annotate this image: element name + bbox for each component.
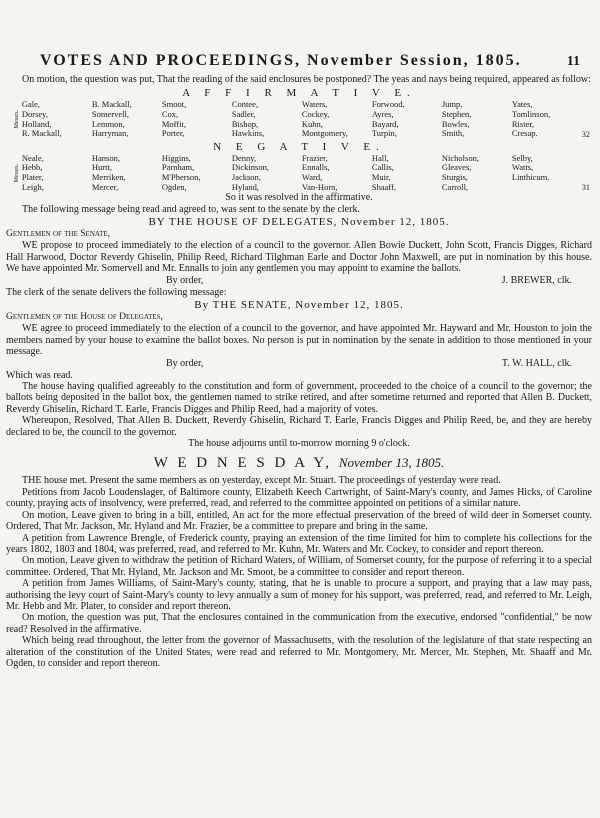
negative-member: Sturgis, — [441, 171, 468, 182]
negative-member: Hall, — [371, 152, 389, 163]
message1-body: WE propose to proceed immediately to the election of a council to the governor. Allen Bowie Duckett, John Scott, Francis Digges, Richard Hall Harwood, Doctor Reverdy Ghiselin, Philip Reed, Richard Tilghman Earle and Doctor John Maxwell, are put in nomination by this house. We have appointed Mr. Somervell and Mr. Ennalls to join any gentlemen you may appoint to examine the ballots. — [6, 240, 592, 275]
proceeding-paragraph: Petitions from Jacob Loudenslager, of Baltimore county, Elizabeth Keech Cartwright, of Saint-Mary's county, and James Hicks, of Caroline county, praying acts of insolvency, were preferred, read, and referred to the committee appointed on petitions of a similar nature. — [6, 486, 592, 510]
negative-member: Denny, — [231, 152, 257, 163]
message2-intro: The clerk of the senate delivers the following message: — [6, 286, 227, 298]
affirmative-member: Porter, — [161, 128, 185, 139]
message2-body: WE agree to proceed immediately to the election of a council to the governor, and have appointed Mr. Hayward and Mr. Houston to join the members named by your house to examine the ballot boxes. No person is put in nomination by the senate in addition to those mentioned in your message. — [6, 323, 592, 358]
affirmative-member: Cockey, — [301, 109, 330, 119]
negative-member: Linthicum. — [511, 171, 550, 182]
negative-member: Neale, — [21, 152, 44, 163]
affirmative-column — [22, 100, 92, 138]
proceeding-paragraph: On motion, Leave given to bring in a bill, entitled, An act for the more effectual preservation of the breed of wild deer in Somerset county. Ordered, That Mr. Jackson, Mr. Hyland and Mr. Frazier, be a committee to prepare and bring in the same. — [6, 509, 592, 533]
negative-member: Hyland, — [231, 181, 260, 192]
proceeding-paragraph: A petition from Lawrence Brengle, of Frederick county, praying an extension of the time limited for him to complete his collections for the years 1802, 1803 and 1804, was preferred, read, and referred to Mr. Kuhn, Mr. Waters and Mr. Cockey, to consider and report thereon. — [6, 532, 592, 555]
negative-member: Hurtt, — [91, 162, 112, 173]
message1-salutation: Gentlemen of the Senate, — [6, 228, 111, 239]
vote-motion: On motion, the question was put, That the reading of the said enclosures be postponed? The yeas and nays being required, appeared as follow: — [22, 74, 591, 85]
affirmative-member: Bishop, — [231, 118, 259, 129]
affirmative-list — [14, 100, 592, 138]
negative-member: Mercer, — [91, 181, 119, 192]
election-paragraph: The house having qualified agreeably to the constitution and form of government, proceeded to the choice of a council to the governor; the ballots being deposited in the ballot box, the gentlemen named to strike retired, and after sometime returned and reported that Allen B. Duckett, Reverdy Ghiselin, Richard T. Earle, Francis Digges and Philip Reed, had a majority of votes. — [6, 381, 592, 415]
negative-member: Ennalls, — [301, 162, 330, 173]
day-name: W E D N E S D A Y, — [153, 455, 333, 472]
negative-member: Dickinson, — [231, 162, 269, 173]
negative-column — [232, 154, 302, 192]
negative-member — [512, 183, 582, 193]
affirmative-side-label: Messrs. — [14, 110, 20, 129]
negative-member: Nicholson, — [441, 152, 479, 163]
affirmative-member: Harryman, — [91, 128, 129, 139]
affirmative-member: Tomlinson, — [511, 109, 551, 119]
affirmative-member: Moffit, — [161, 118, 187, 129]
affirmative-member: Hawkins, — [231, 128, 265, 139]
affirmative-columns — [22, 100, 582, 138]
negative-member: Frazier, — [301, 152, 328, 163]
affirmative-member: Somervell, — [91, 109, 129, 119]
affirmative-column — [512, 100, 582, 138]
negative-member: Jackson, — [231, 171, 261, 182]
affirmative-member: Gale, — [21, 99, 41, 110]
affirmative-member: B. Mackall, — [91, 99, 132, 110]
affirmative-member: Waters, — [301, 99, 328, 110]
proceedings — [6, 475, 592, 669]
negative-member: Callis, — [371, 162, 394, 173]
affirmative-column — [162, 100, 232, 138]
proceeding-paragraph: On motion, Leave given to withdraw the petition of Richard Waters, of William, of Somerset county, for the purpose of referring it to a special committee. Ordered, That Mr. Hyland, Mr. Jackson and Mr. Smoot, be a committee to consider and report thereon. — [6, 555, 592, 578]
negative-member: M'Pherson, — [161, 171, 201, 182]
message1-signature-row — [6, 275, 592, 287]
negative-column — [302, 154, 372, 192]
affirmative-member: R. Mackall, — [21, 128, 62, 139]
negative-column — [92, 154, 162, 192]
affirmative-member: Forwood, — [371, 99, 405, 110]
proceeding-paragraph: Which being read throughout, the letter from the governor of Massachusetts, with the resolution of the legislature of that state respecting an alteration of the constitution of the United States, were read and referred to Mr. Montgomery, Mr. Mercer, Mr. Stephen, Mr. Shaaff and Mr. Ogden, to consider and report thereon. — [6, 635, 592, 669]
day-date: November 13, 1805. — [338, 455, 445, 471]
message1-heading: BY THE HOUSE OF DELEGATES, November 12, 1805. — [148, 215, 450, 228]
affirmative-member: Ayres, — [371, 109, 394, 119]
negative-member: Leigh, — [21, 181, 44, 192]
negative-member: Selby, — [511, 152, 533, 163]
negative-column — [22, 154, 92, 192]
affirmative-member: Kuhn, — [301, 118, 323, 129]
negative-column — [512, 154, 582, 192]
affirmative-member: Smith, — [441, 128, 465, 139]
running-title: VOTES AND PROCEEDINGS, November Session, 1805. — [40, 52, 522, 69]
proceeding-paragraph: On motion, the question was put, That the enclosures contained in the communication from the executive, endorsed "confidential," be now read? Resolved in the affirmative. — [6, 612, 592, 635]
day-heading — [6, 455, 592, 472]
affirmative-column — [442, 100, 512, 138]
negative-member: Parnham, — [161, 162, 195, 173]
affirmative-member: Sadler, — [231, 109, 256, 119]
affirmative-label: A F F I R M A T I V E. — [182, 87, 416, 100]
negative-column — [442, 154, 512, 192]
affirmative-member: Montgomery, — [301, 128, 348, 139]
affirmative-member: Rister, — [511, 118, 534, 129]
proceeding-paragraph: THE house met. Present the same members as on yesterday, except Mr. Stuart. The proceedings of yesterday were read. — [22, 475, 501, 487]
message1-intro: The following message being read and agreed to, was sent to the senate by the clerk. — [22, 203, 360, 215]
negative-member: Plater, — [21, 171, 44, 182]
affirmative-column — [92, 100, 162, 138]
negative-side-label: Messrs. — [14, 163, 20, 183]
resolution-paragraph: Whereupon, Resolved, That Allen B. Duckett, Reverdy Ghiselin, Richard T. Earle, Francis Digges and Philip Reed, be, and they are hereby declared to be, the council to the governor. — [6, 415, 592, 438]
message1-by-order: By order, — [166, 274, 204, 286]
negative-member: Shaaff, — [371, 181, 397, 192]
affirmative-column — [232, 100, 302, 138]
affirmative-member: Dorsey, — [21, 109, 48, 119]
affirmative-member: Holland, — [21, 118, 52, 129]
proceeding-paragraph: A petition from James Williams, of Saint-Mary's county, stating, that he is unable to procure a support, and praying that a law may pass, authorising the levy court of Saint-Mary's county to levy annually a sum of money for his support, was preferred, read, and referred to Mr. Leigh, Mr. Hebb and Mr. Plater, to consider and report thereon. — [6, 578, 592, 612]
message2-signature-row — [6, 358, 592, 370]
affirmative-column — [372, 100, 442, 138]
negative-column — [162, 154, 232, 192]
running-head — [40, 52, 580, 70]
message1-signature: J. BREWER, clk. — [501, 274, 572, 286]
negative-member: Van-Horn, — [301, 181, 338, 192]
affirmative-member: Jump, — [441, 99, 463, 110]
negative-column — [372, 154, 442, 192]
affirmative-column — [302, 100, 372, 138]
negative-member: Muir, — [371, 171, 391, 182]
adjournment: The house adjourns until to-morrow morning 9 o'clock. — [188, 438, 410, 450]
negative-member: Carroll, — [441, 181, 469, 192]
affirmative-member: Contee, — [231, 99, 259, 110]
negative-member: Ogden, — [161, 181, 187, 192]
affirmative-member: Cresap. — [511, 128, 538, 139]
affirmative-member: Bayard, — [371, 118, 399, 129]
negative-member: Hebb, — [21, 162, 43, 173]
affirmative-member: Smoot, — [161, 99, 187, 110]
message2-salutation: Gentlemen of the House of Delegates, — [6, 312, 163, 322]
affirmative-member: Lemmon, — [91, 118, 125, 129]
negative-member: Hanson, — [91, 152, 120, 163]
page-body — [6, 74, 592, 669]
affirmative-member: Yates, — [511, 99, 533, 110]
vote-result: So it was resolved in the affirmative. — [225, 192, 373, 204]
negative-member: Higgins, — [161, 152, 191, 163]
affirmative-member: Stephen, — [441, 109, 472, 119]
negative-count: 31 — [581, 183, 590, 193]
negative-list — [14, 154, 592, 192]
message2-heading: By THE SENATE, November 12, 1805. — [194, 299, 404, 311]
affirmative-member: Cox, — [161, 109, 179, 119]
message2-by-order: By order, — [166, 357, 204, 369]
affirmative-member: Bowles, — [441, 118, 470, 129]
message2-read: Which was read. — [6, 369, 73, 381]
negative-member: Gleaves, — [441, 162, 472, 173]
negative-member: Ward, — [301, 171, 323, 182]
affirmative-member: Turpin, — [371, 128, 397, 139]
negative-member: Merriken, — [91, 171, 126, 182]
page-number: 11 — [566, 54, 580, 69]
negative-columns — [22, 154, 582, 192]
negative-label: N E G A T I V E. — [213, 140, 385, 153]
negative-member: Watts, — [511, 162, 534, 173]
message2-signature: T. W. HALL, clk. — [501, 357, 572, 369]
affirmative-count: 32 — [581, 129, 590, 139]
